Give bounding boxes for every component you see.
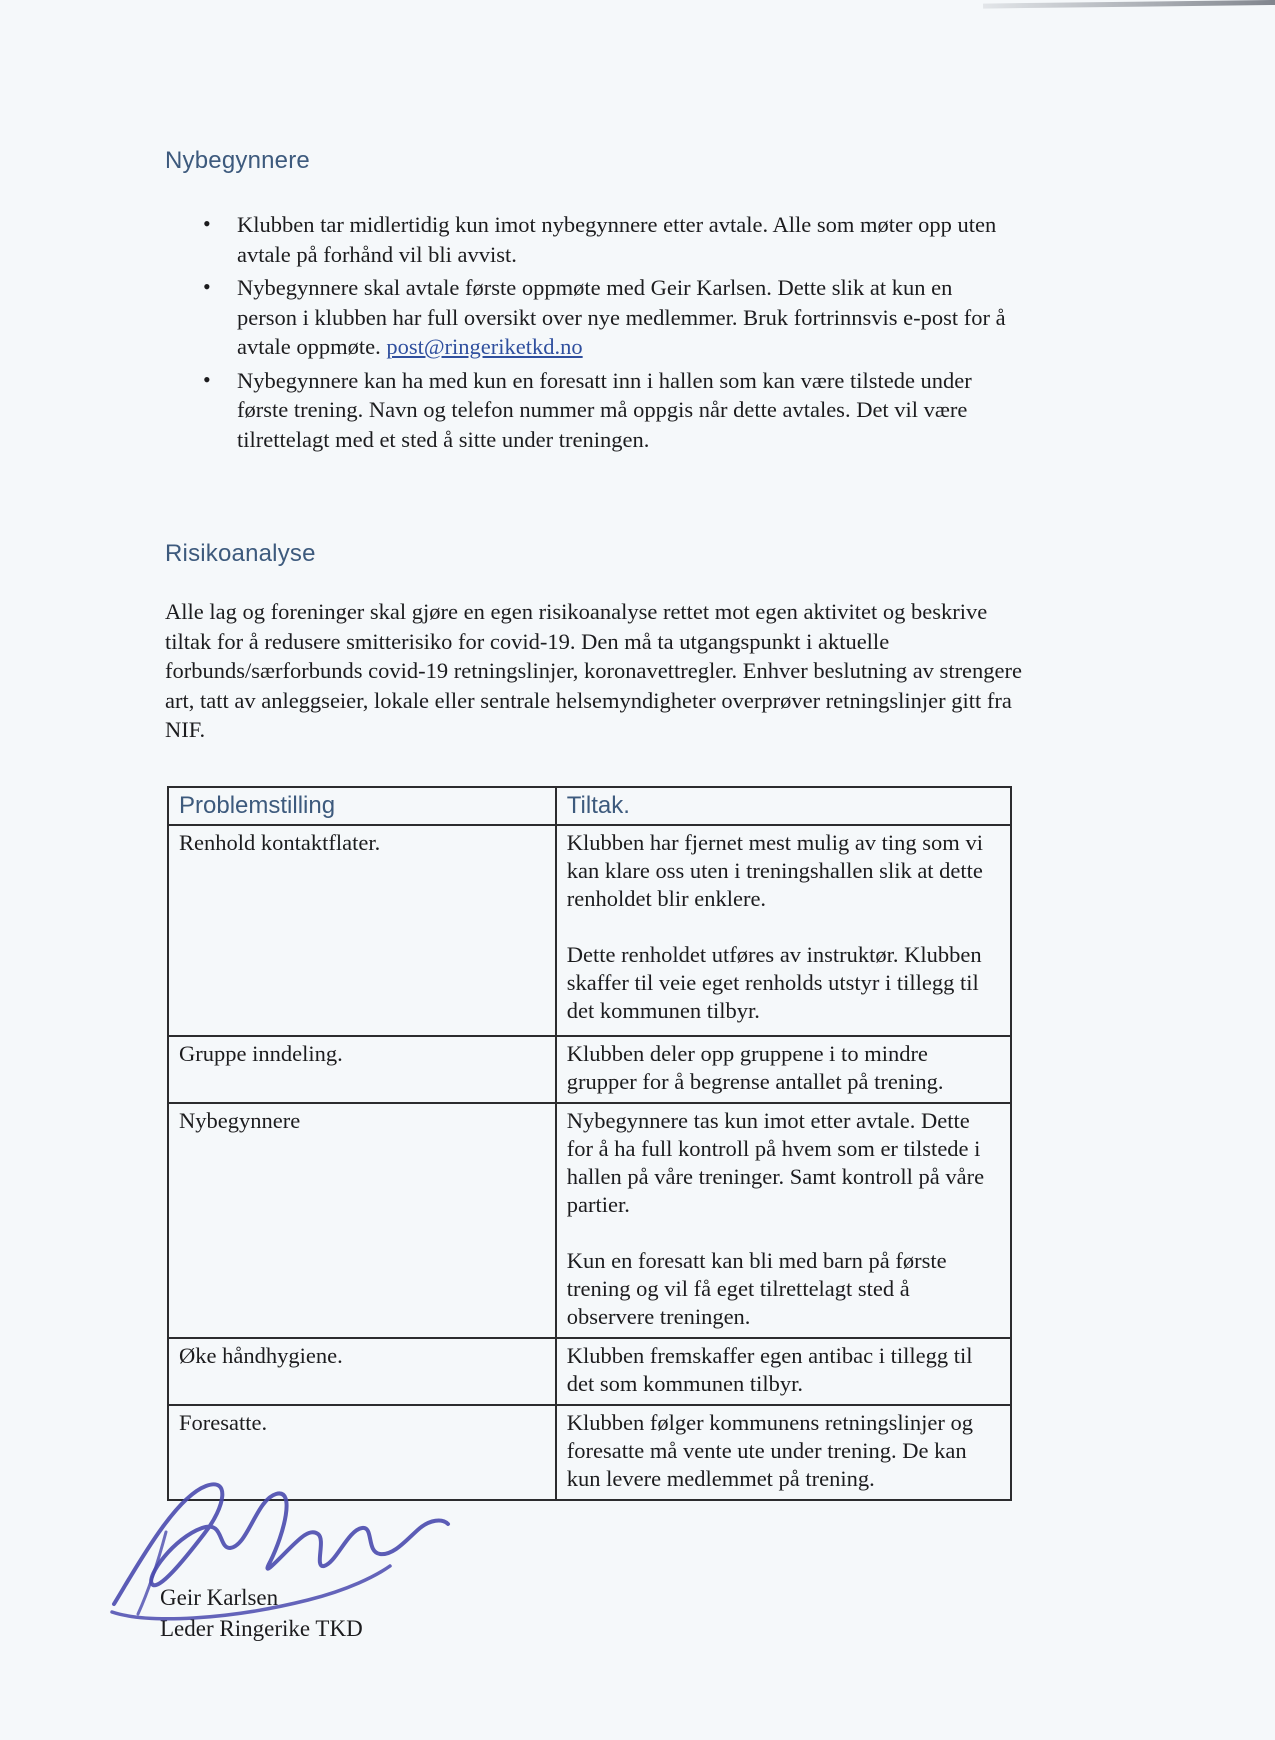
cell-text: Øke håndhygiene.	[179, 1343, 343, 1368]
table-row	[168, 825, 1011, 1036]
cell-text: Renhold kontaktflater.	[179, 830, 381, 855]
cell-text: Nybegynnere tas kun imot etter avtale. Dette for å ha full kontroll på hvem som er tilstede i hallen på våre treninger. Samt kontroll på våre partier.	[566, 1108, 985, 1217]
cell-text: Klubben deler opp gruppene i to mindre grupper for å begrense antallet på trening.	[566, 1041, 944, 1094]
table-cell-problem	[168, 1036, 556, 1103]
table-row	[168, 1103, 1011, 1338]
bullet-item-2	[165, 273, 1015, 362]
section-heading-risikoanalyse: Risikoanalyse	[165, 540, 316, 567]
cell-text: Gruppe inndeling.	[179, 1041, 343, 1066]
cell-text: Foresatte.	[179, 1410, 268, 1435]
table-header-problemstilling: Problemstilling	[168, 787, 556, 825]
table-row	[168, 1338, 1011, 1405]
email-link[interactable]: post@ringeriketkd.no	[386, 334, 583, 359]
table-cell-problem	[168, 1338, 556, 1405]
bullet-icon: •	[203, 274, 211, 299]
table-cell-tiltak	[556, 1036, 1011, 1103]
bullet-item-3	[165, 366, 1015, 455]
cell-text: Klubben har fjernet mest mulig av ting som vi kan klare oss uten i treningshallen slik at dette renholdet blir enklere.	[566, 830, 983, 911]
section-heading-nybegynnere: Nybegynnere	[165, 147, 310, 174]
bullet-icon: •	[203, 211, 211, 236]
bullet-list	[165, 210, 1015, 458]
bullet-item-2-text: Nybegynnere skal avtale første oppmøte med Geir Karlsen. Dette slik at kun en person i klubben har full oversikt over nye medlemmer. Bruk fortrinnsvis e-post for å avtale oppmøte.	[237, 275, 1006, 359]
cell-text: Klubben følger kommunens retningslinjer og foresatte må vente ute under trening. De kan kun levere medlemmet på trening.	[566, 1410, 973, 1491]
bullet-item-1	[165, 210, 1015, 269]
cell-text: Nybegynnere	[179, 1108, 301, 1133]
table-cell-tiltak	[556, 1405, 1011, 1500]
table-cell-tiltak	[556, 825, 1011, 1036]
cell-text: Klubben fremskaffer egen antibac i tillegg til det som kommunen tilbyr.	[566, 1343, 973, 1396]
table-header-tiltak: Tiltak.	[556, 787, 1011, 825]
signer-name: Geir Karlsen	[160, 1585, 279, 1610]
signer-title: Leder Ringerike TKD	[160, 1616, 363, 1641]
cell-text: Kun en foresatt kan bli med barn på første trening og vil få eget tilrettelagt sted å observere treningen.	[566, 1248, 947, 1329]
risk-analysis-paragraph: Alle lag og foreninger skal gjøre en egen risikoanalyse rettet mot egen aktivitet og beskrive tiltak for å redusere smitterisiko for covid-19. Den må ta utgangspunkt i aktuelle forbunds/særforbunds covid-19 retningslinjer, koronavettregler. Enhver beslutning av strengere art, tatt av anleggseier, lokale eller sentrale helsemyndigheter overprøver retningslinjer gitt fra NIF.	[165, 599, 1023, 742]
table-header-row	[168, 787, 1011, 825]
table-row	[168, 1036, 1011, 1103]
bullet-icon: •	[203, 366, 211, 392]
bullet-item-1-text: Klubben tar midlertidig kun imot nybegynnere etter avtale. Alle som møter opp uten avtale på forhånd vil bli avvist.	[237, 212, 997, 267]
risk-table	[167, 786, 1012, 1501]
scanner-edge-artifact	[983, 0, 1275, 9]
table-cell-tiltak	[556, 1338, 1011, 1405]
table-cell-problem	[168, 1103, 556, 1338]
signature-block	[160, 1582, 363, 1644]
cell-text: Dette renholdet utføres av instruktør. Klubben skaffer til veie eget renholds utstyr i tillegg til det kommunen tilbyr.	[566, 942, 982, 1023]
table-cell-problem	[168, 825, 556, 1036]
table-cell-tiltak	[556, 1103, 1011, 1338]
bullet-item-3-text: Nybegynnere kan ha med kun en foresatt inn i hallen som kan være tilstede under første trening. Navn og telefon nummer må oppgis når dette avtales. Det vil være tilrettelagt med et sted å sitte under treningen.	[237, 367, 972, 452]
